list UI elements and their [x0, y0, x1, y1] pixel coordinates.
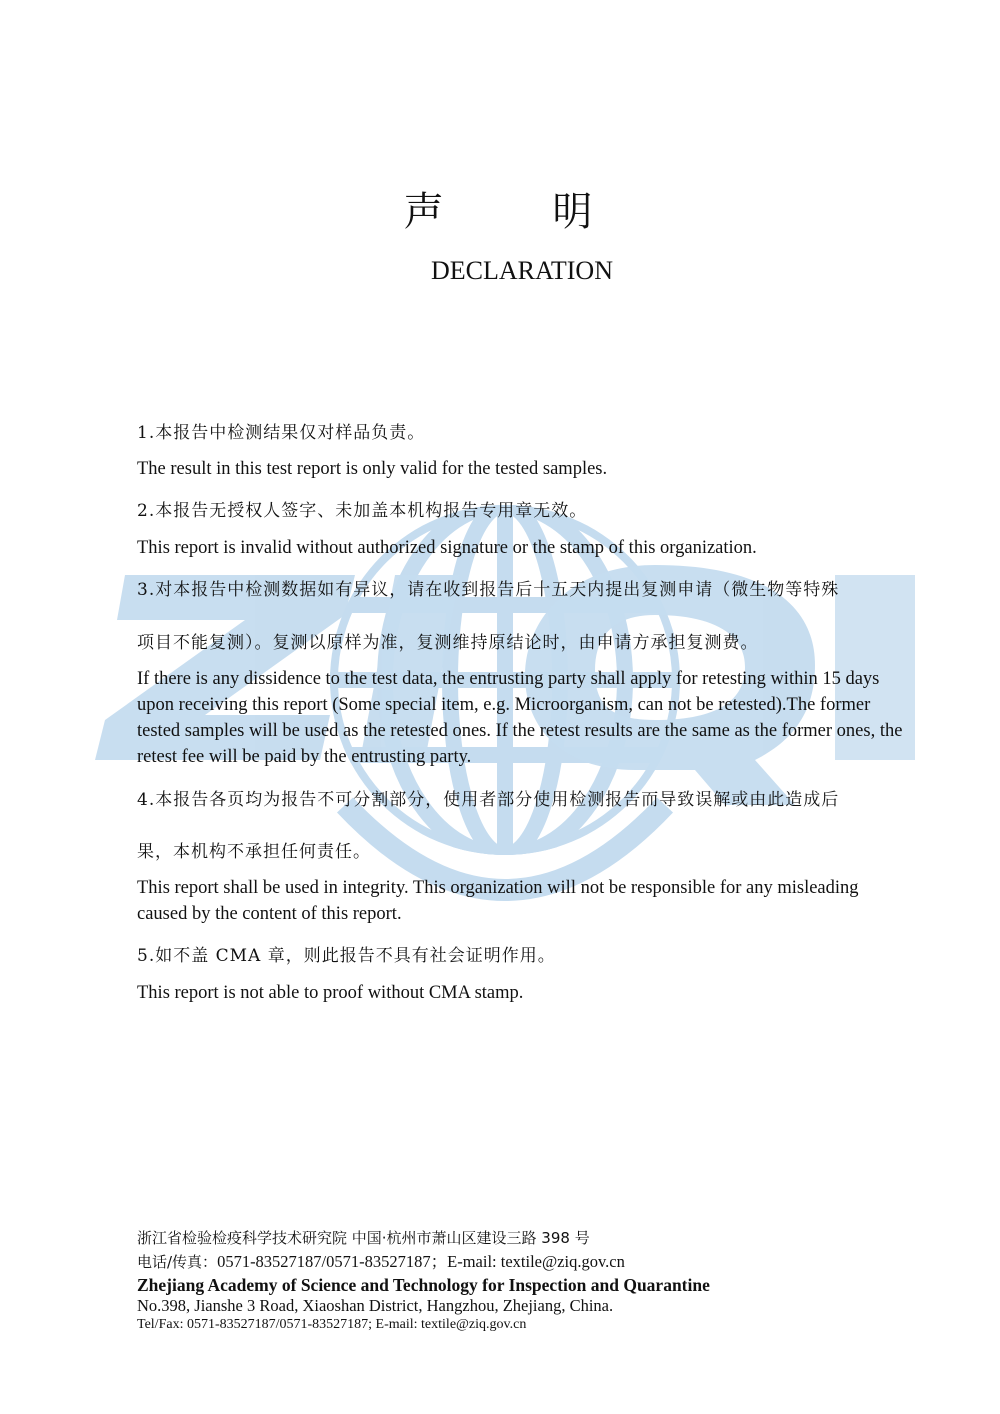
- item-3-cn-line-1: 3.对本报告中检测数据如有异议，请在收到报告后十五天内提出复测申请（微生物等特殊: [137, 580, 840, 600]
- footer-cn-contact-label: 电话/传真：: [137, 1253, 218, 1271]
- footer-en-address: No.398, Jianshe 3 Road, Xiaoshan District, Hangzhou, Zhejiang, China.: [137, 1296, 614, 1315]
- item-2-en: This report is invalid without authorized signature or the stamp of this organization.: [137, 538, 757, 558]
- item-2-cn: 2.本报告无授权人签字、未加盖本机构报告专用章无效。: [137, 501, 588, 521]
- footer-cn-address: 浙江省检验检疫科学技术研究院 中国·杭州市萧山区建设三路 398 号: [137, 1229, 590, 1247]
- footer-en-org: Zhejiang Academy of Science and Technology for Inspection and Quarantine: [137, 1275, 710, 1295]
- item-4-cn-line-1: 4.本报告各页均为报告不可分割部分，使用者部分使用检测报告而导致误解或由此造成后: [137, 790, 840, 810]
- item-1-cn: 1.本报告中检测结果仅对样品负责。: [137, 423, 426, 443]
- item-4-cn-line-2: 果，本机构不承担任何责任。: [137, 842, 371, 862]
- item-5-cn: 5.如不盖 CMA 章，则此报告不具有社会证明作用。: [137, 946, 556, 966]
- item-3-cn-line-2: 项目不能复测）。复测以原样为准，复测维持原结论时，由申请方承担复测费。: [137, 633, 759, 653]
- title-chinese: 声 明: [403, 189, 641, 235]
- item-5-en: This report is not able to proof without CMA stamp.: [137, 983, 524, 1003]
- footer-cn-contact: [137, 1250, 710, 1274]
- footer-cn-contact-value: 0571-83527187/0571-83527187；E-mail: textile@ziq.gov.cn: [217, 1252, 625, 1271]
- footer-en-contact: Tel/Fax: 0571-83527187/0571-83527187; E-mail: textile@ziq.gov.cn: [137, 1317, 527, 1332]
- item-3-en: If there is any dissidence to the test data, the entrusting party shall apply for retesting within 15 days upon receiving this report (Some special item, e.g. Microorganism, can not be retested).The former tested samples will be used as the retested ones. If the retest results are the same as the former ones, the retest fee will be paid by the entrusting party.: [137, 669, 903, 767]
- footer: [137, 1227, 710, 1334]
- item-1-en: The result in this test report is only valid for the tested samples.: [137, 459, 608, 479]
- title-english: DECLARATION: [431, 256, 613, 285]
- item-4-en: This report shall be used in integrity. This organization will not be responsible for any misleading caused by the content of this report.: [137, 878, 859, 924]
